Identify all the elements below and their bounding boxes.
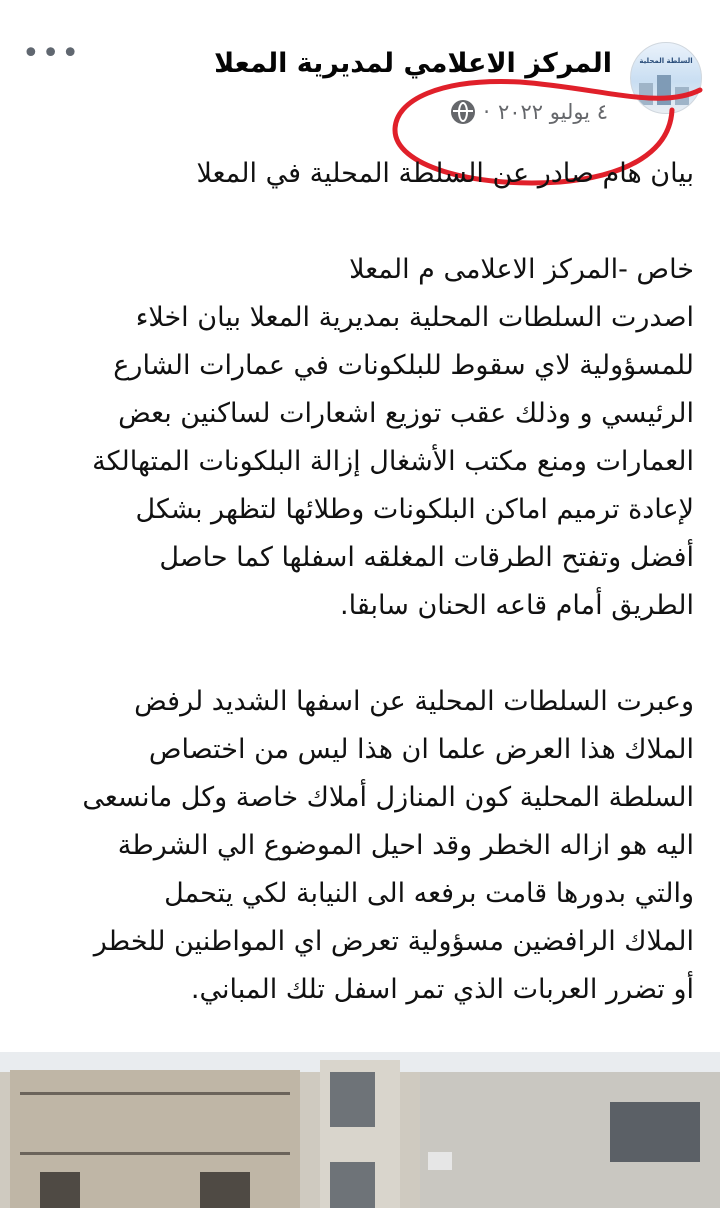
photo-window bbox=[40, 1172, 80, 1208]
post-line: وعبرت السلطات المحلية عن اسفها الشديد لرفض bbox=[134, 686, 694, 717]
more-options-icon[interactable]: ••• bbox=[22, 36, 82, 71]
post-line: الملاك الرافضين مسؤولية تعرض اي المواطنين للخطر bbox=[93, 926, 694, 957]
avatar[interactable] bbox=[630, 42, 702, 114]
meta-separator: · bbox=[483, 100, 490, 124]
photo-window bbox=[200, 1172, 250, 1208]
post-line: أفضل وتفتح الطرقات المغلقه اسفلها كما حاصل bbox=[159, 542, 694, 573]
avatar-building bbox=[639, 83, 653, 105]
post-header bbox=[0, 28, 720, 138]
avatar-building bbox=[675, 87, 689, 105]
photo-balcony-rail bbox=[20, 1152, 290, 1155]
post-line: الرئيسي و وذلك عقب توزيع اشعارات لساكنين بعض bbox=[118, 398, 694, 429]
post-meta bbox=[451, 100, 608, 124]
post-line: السلطة المحلية كون المنازل أملاك خاصة وكل مانسعى bbox=[82, 782, 694, 813]
avatar-text: السلطة المحلية bbox=[639, 57, 693, 65]
page-name-link[interactable]: المركز الاعلامي لمديرية المعلا bbox=[214, 48, 612, 79]
photo-ac-unit bbox=[428, 1152, 452, 1170]
building-balconies-photo[interactable] bbox=[0, 1052, 720, 1208]
post-line: اصدرت السلطات المحلية بمديرية المعلا بيان اخلاء bbox=[135, 302, 694, 333]
post-text bbox=[24, 150, 694, 1014]
post-line: أو تضرر العربات الذي تمر اسفل تلك المباني. bbox=[190, 974, 694, 1005]
post-line: العمارات ومنع مكتب الأشغال إزالة البلكونات المتهالكة bbox=[92, 446, 694, 477]
post-line: لإعادة ترميم اماكن البلكونات وطلائها لتظهر بشكل bbox=[135, 494, 694, 525]
post-date-link[interactable]: ٤ يوليو ٢٠٢٢ bbox=[497, 100, 608, 124]
photo-window bbox=[330, 1162, 375, 1208]
photo-balcony-rail bbox=[20, 1092, 290, 1095]
top-strip bbox=[0, 0, 720, 10]
post-line: خاص -المركز الاعلامى م المعلا bbox=[349, 254, 694, 285]
globe-icon bbox=[451, 100, 475, 124]
paragraph-gap bbox=[24, 630, 694, 678]
post-line: الملاك هذا العرض علما ان هذا ليس من اختصاص bbox=[148, 734, 694, 765]
post-line: للمسؤولية لاي سقوط للبلكونات في عمارات الشارع bbox=[113, 350, 694, 381]
photo-window bbox=[330, 1072, 375, 1127]
post-line: اليه هو ازاله الخطر وقد احيل الموضوع الي الشرطة bbox=[117, 830, 694, 861]
post-line: والتي بدورها قامت برفعه الى النيابة لكي يتحمل bbox=[164, 878, 694, 909]
avatar-building bbox=[657, 75, 671, 105]
post-line: الطريق أمام قاعه الحنان سابقا. bbox=[340, 590, 694, 621]
post-line: بيان هام صادر عن السلطة المحلية في المعلا bbox=[196, 158, 694, 189]
photo-window bbox=[610, 1102, 700, 1162]
paragraph-gap bbox=[24, 198, 694, 246]
